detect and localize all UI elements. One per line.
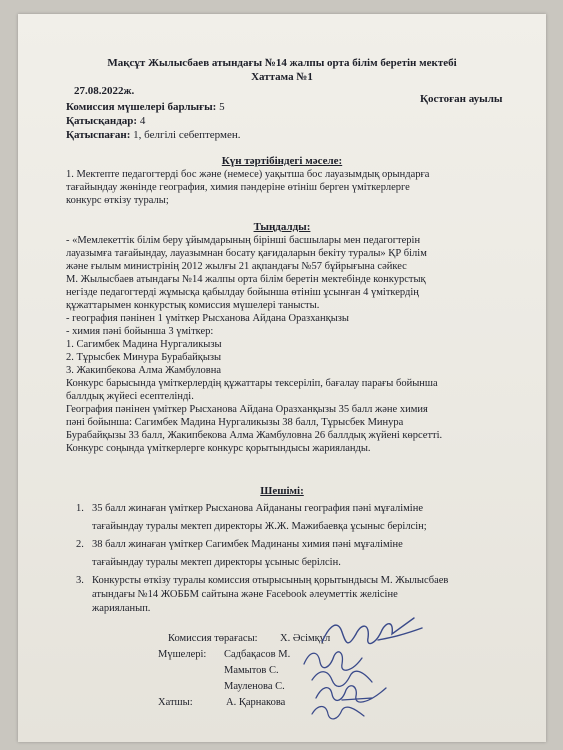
protocol-place: Қостоған ауылы — [420, 93, 503, 105]
secretary-label: Хатшы: — [158, 697, 193, 708]
protocol-date: 27.08.2022ж. — [74, 85, 135, 97]
heard-line: лауазымға тағайындау, лауазымнан босату қағидаларын бекіту туралы» ҚР білім — [66, 248, 427, 259]
document-page — [18, 14, 546, 742]
agenda-line: 1. Мектепте педагогтерді бос және (немесе) уақытша бос лауазымдық орындарға — [66, 169, 430, 180]
decision-line: тағайындау туралы мектеп директоры ұсыныс берілсін. — [92, 557, 341, 568]
members-total-value: 5 — [216, 101, 225, 113]
decision-line: Конкурсты өткізу туралы комиссия отырысының қорытындысы М. Жылысбаев — [92, 575, 449, 586]
heard-line: баллдық жүйесі есептелінді. — [66, 391, 194, 402]
agenda-line: тағайындау жөнінде география, химия пәндеріне өтініш берген үміткерлерге — [66, 182, 410, 193]
decision-number: 3. — [76, 575, 84, 586]
heard-line: және ғылым министрінің 2012 жылғы 21 ақпандағы №57 бұйрығына сәйкес — [66, 261, 407, 272]
heard-line: Конкурс соңында үміткерлерге конкурс қорытындысы жарияланды. — [66, 443, 371, 454]
heard-line: - география пәнінен 1 үміткер Рысханова Айдана Оразханқызы — [66, 313, 349, 324]
decision-heading: Шешімі: — [260, 485, 304, 497]
school-name: Мақсұт Жылысбаев атындағы №14 жалпы орта білім беретін мектебі — [107, 57, 457, 69]
heard-line: Конкурс барысында үміткерлердің құжаттары тексеріліп, бағалау парағы бойынша — [66, 378, 438, 389]
chair-label: Комиссия төрағасы: — [168, 633, 258, 644]
members-label: Мүшелері: — [158, 649, 207, 660]
heard-line: 1. Сагимбек Мадина Нургаликызы — [66, 339, 222, 350]
heard-line: пәні бойынша: Сагимбек Мадина Нургаликызы 38 балл, Тұрысбек Минура — [66, 417, 404, 428]
decision-line: жарияланып. — [92, 603, 151, 614]
absent-value: 1, белгілі себептермен. — [130, 129, 241, 141]
heard-line: 2. Тұрысбек Минура Бурабайқызы — [66, 352, 222, 363]
secretary-name: А. Қарнакова — [226, 697, 286, 708]
heard-line: География пәнінен үміткер Рысханова Айдана Оразханқызы 35 балл және химия — [66, 404, 428, 415]
decision-line: 35 балл жинаған үміткер Рысханова Айдананы география пәні мұғаліміне — [92, 503, 423, 514]
agenda-heading: Күн тәртібіндегі мәселе: — [221, 155, 343, 167]
heard-line: негізде педагогтерді жұмысқа қабылдау бойынша өтініш ұсынған 4 үміткердің — [66, 287, 419, 298]
heard-line: Бурабайқызы 33 балл, Жакипбекова Алма Жамбуловна 26 баллдық жүйені көрсетті. — [66, 430, 443, 441]
member-name: Мауленова С. — [224, 681, 285, 692]
present-label: Қатысқандар: — [66, 115, 138, 127]
secretary-signature-icon — [308, 700, 368, 726]
protocol-title: Хаттама №1 — [251, 71, 313, 83]
absent-count — [66, 128, 240, 142]
member-name: Мамытов С. — [224, 665, 279, 676]
members-total — [66, 100, 225, 114]
agenda-line: конкурс өткізу туралы; — [66, 195, 169, 206]
decision-line: тағайындау туралы мектеп директоры Ж.Ж. Мажибаевқа ұсыныс берілсін; — [92, 521, 427, 532]
decision-number: 2. — [76, 539, 84, 550]
heard-heading: Тыңдалды: — [253, 221, 311, 233]
present-count — [66, 114, 145, 128]
member-name: Садбақасов М. — [224, 649, 291, 660]
present-value: 4 — [137, 115, 146, 127]
decision-number: 1. — [76, 503, 84, 514]
heard-line: М. Жылысбаев атындағы №14 жалпы орта білім беретін мектебінде конкурстық — [66, 274, 426, 285]
heard-line: құжаттарымен конкурстық комиссия мүшелері танысты. — [66, 300, 320, 311]
decision-line: 38 балл жинаған үміткер Сагимбек Мадинаны химия пәні мұғаліміне — [92, 539, 403, 550]
heard-line: - «Мемлекеттік білім беру ұйымдарының бірінші басшылары мен педагогтерін — [66, 235, 421, 246]
decision-line: атындағы №14 ЖОББМ сайтына және Facebook әлеуметтік желісіне — [92, 589, 398, 600]
chair-name: Х. Әсімқұл — [280, 633, 331, 644]
heard-line: - химия пәні бойынша 3 үміткер: — [66, 326, 214, 337]
absent-label: Қатыспаған: — [66, 129, 131, 141]
members-total-label: Комиссия мүшелері барлығы: — [66, 101, 217, 113]
heard-line: 3. Жакипбекова Алма Жамбуловна — [66, 365, 222, 376]
